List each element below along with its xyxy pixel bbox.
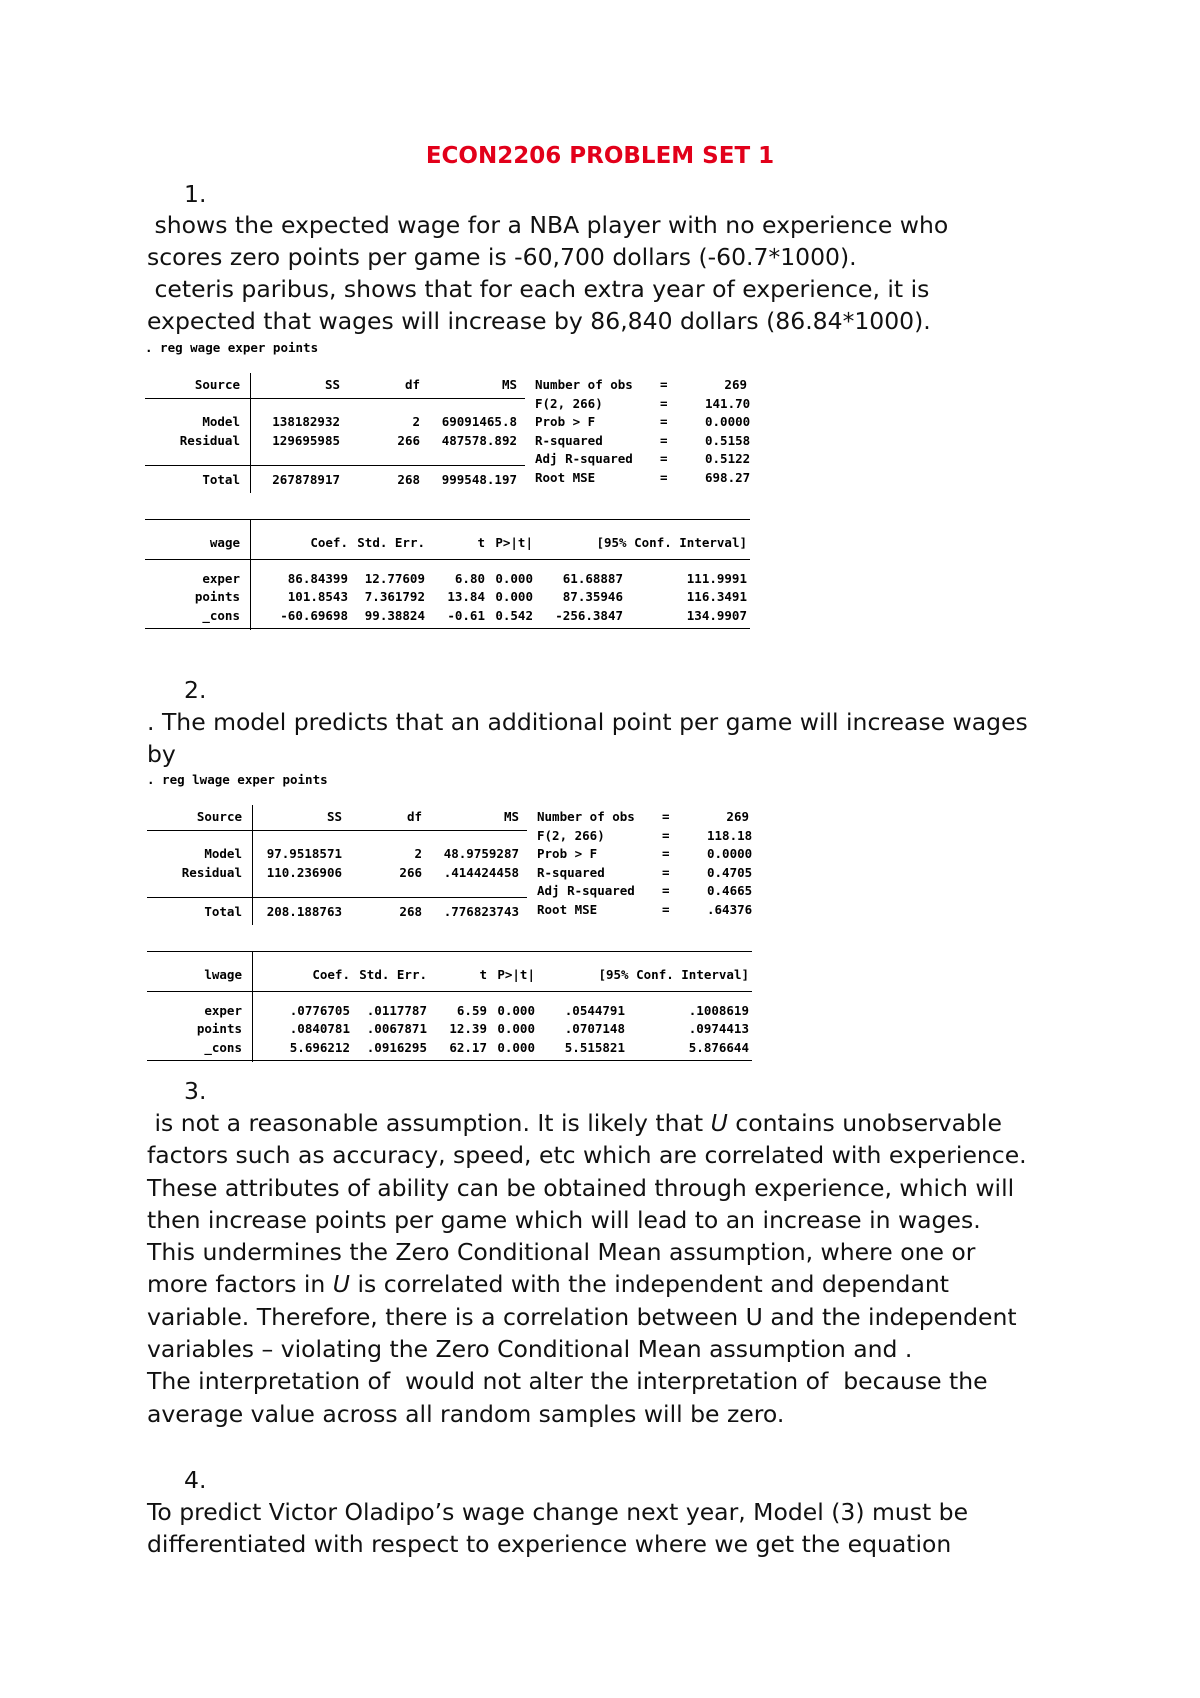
anova-cell: 138182932: [272, 414, 340, 429]
table-rule: [145, 559, 750, 560]
coef-cell: 5.515821: [564, 1039, 625, 1055]
coef-cell: .0840781: [289, 1021, 350, 1037]
table-rule: [145, 398, 525, 399]
table-divider: [252, 951, 253, 1063]
coef-header: [95% Conf. Interval]: [596, 534, 747, 550]
stats-value: 141.70: [705, 395, 751, 411]
anova-cell: Model: [202, 414, 240, 429]
anova-header: df: [404, 377, 420, 392]
stats-equals: =: [662, 883, 670, 899]
anova-cell: 268: [399, 903, 422, 919]
anova-header: SS: [326, 809, 342, 824]
q3-line: average value across all random samples will be zero.: [147, 1399, 785, 1428]
anova-cell: 267878917: [272, 471, 340, 487]
coef-cell: .0916295: [366, 1039, 427, 1055]
coef-cell: 7.361792: [364, 589, 425, 605]
regression-output-1: [145, 340, 755, 630]
coef-cell: 0.542: [495, 607, 533, 623]
stats-value: 0.4665: [707, 883, 753, 899]
stats-equals: =: [660, 395, 668, 411]
coef-cell: 87.35946: [562, 589, 623, 605]
stats-equals: =: [660, 432, 668, 448]
anova-cell: Total: [204, 903, 242, 919]
stats-equals: =: [660, 470, 668, 485]
q3-line: then increase points per game which will lead to an increase in wages.: [147, 1205, 981, 1234]
coef-cell: 0.000: [495, 589, 533, 605]
question-1-number: 1.: [184, 180, 207, 208]
q3-line: more factors in U is correlated with the independent and dependant: [147, 1270, 949, 1299]
stats-label: Number of obs: [535, 377, 633, 392]
anova-cell: 208.188763: [266, 903, 342, 919]
table-rule: [147, 991, 752, 992]
stats-label: Number of obs: [537, 809, 635, 824]
question-4-number: 4.: [184, 1466, 207, 1494]
stats-equals: =: [660, 377, 668, 392]
coef-cell: 0.000: [495, 570, 533, 586]
coef-header: P>|t|: [497, 966, 535, 982]
stats-equals: =: [660, 414, 668, 430]
table-rule: [145, 465, 525, 466]
table-rule: [147, 951, 752, 952]
q3-line: is not a reasonable assumption. It is likely that U contains unobservable: [147, 1109, 1002, 1137]
stats-label: Prob > F: [535, 414, 596, 430]
coef-cell: points: [194, 589, 240, 605]
anova-cell: .414424458: [443, 864, 519, 880]
stats-value: 698.27: [705, 470, 751, 485]
table-rule: [145, 519, 750, 520]
stats-value: 269: [726, 809, 749, 824]
coef-cell: 86.84399: [287, 570, 348, 586]
q3-line: factors such as accuracy, speed, etc which are correlated with experience.: [147, 1141, 1027, 1170]
coef-cell: -256.3847: [555, 607, 623, 623]
anova-cell: .776823743: [443, 903, 519, 919]
coef-cell: 12.39: [449, 1021, 487, 1037]
q3-line: variables – violating the Zero Conditional Mean assumption and .: [147, 1335, 913, 1364]
anova-header: Source: [194, 377, 240, 392]
coef-cell: .0707148: [564, 1021, 625, 1037]
coef-cell: exper: [202, 570, 240, 586]
stats-equals: =: [662, 846, 670, 862]
anova-cell: Residual: [181, 864, 242, 880]
coef-header: Coef.: [312, 966, 350, 982]
coef-cell: 5.696212: [289, 1039, 350, 1055]
coef-cell: .1008619: [688, 1002, 749, 1018]
coef-header: Std. Err.: [357, 534, 425, 550]
coef-cell: 61.68887: [562, 570, 623, 586]
coef-cell: 101.8543: [287, 589, 348, 605]
coef-cell: 116.3491: [686, 589, 747, 605]
table-divider: [250, 373, 251, 493]
coef-cell: -0.61: [447, 607, 485, 623]
coef-header: lwage: [204, 966, 242, 982]
coef-cell: .0974413: [688, 1021, 749, 1037]
stats-label: R-squared: [535, 432, 603, 448]
coef-header: [95% Conf. Interval]: [598, 966, 749, 982]
q1-line: scores zero points per game is -60,700 dollars (-60.7*1000).: [147, 243, 857, 271]
coef-cell: 134.9907: [686, 607, 747, 623]
coef-cell: 5.876644: [688, 1039, 749, 1055]
anova-cell: 48.9759287: [443, 846, 519, 861]
stats-value: 0.5122: [705, 451, 751, 467]
question-3-number: 3.: [184, 1077, 207, 1105]
stats-label: R-squared: [537, 864, 605, 880]
coef-cell: .0117787: [366, 1002, 427, 1018]
coef-cell: 6.80: [454, 570, 485, 586]
coef-cell: 111.9991: [686, 570, 747, 586]
coef-cell: _cons: [204, 1039, 242, 1055]
table-rule: [145, 628, 750, 629]
stats-equals: =: [662, 902, 670, 917]
coef-cell: points: [196, 1021, 242, 1037]
stats-value: 269: [724, 377, 747, 392]
stats-label: Prob > F: [537, 846, 598, 862]
stats-label: Root MSE: [537, 902, 598, 917]
coef-header: Std. Err.: [359, 966, 427, 982]
regression-output-2: [147, 772, 757, 1062]
anova-header: MS: [503, 809, 519, 824]
stats-label: F(2, 266): [535, 395, 603, 411]
coef-header: wage: [209, 534, 240, 550]
anova-cell: 97.9518571: [266, 846, 342, 861]
coef-header: t: [477, 534, 485, 550]
stata-command: . reg wage exper points: [145, 340, 319, 355]
anova-cell: Residual: [179, 432, 240, 448]
anova-header: SS: [324, 377, 340, 392]
anova-cell: 69091465.8: [441, 414, 517, 429]
coef-cell: 6.59: [456, 1002, 487, 1018]
q4-line: To predict Victor Oladipo’s wage change next year, Model (3) must be: [147, 1498, 969, 1526]
q1-line: expected that wages will increase by 86,840 dollars (86.84*1000).: [147, 307, 931, 335]
anova-cell: 487578.892: [441, 432, 517, 448]
question-2-number: 2.: [184, 676, 207, 704]
coef-cell: 0.000: [497, 1039, 535, 1055]
anova-cell: 2: [412, 414, 420, 429]
stats-label: F(2, 266): [537, 827, 605, 843]
anova-cell: Model: [204, 846, 242, 861]
anova-header: df: [406, 809, 422, 824]
document-title: ECON2206 PROBLEM SET 1: [425, 143, 775, 169]
table-rule: [147, 897, 527, 898]
table-rule: [147, 830, 527, 831]
anova-cell: 266: [397, 432, 420, 448]
stats-value: .64376: [707, 902, 753, 917]
stats-equals: =: [662, 827, 670, 843]
coef-cell: .0544791: [564, 1002, 625, 1018]
anova-cell: 999548.197: [441, 471, 517, 487]
table-divider: [252, 805, 253, 925]
stats-value: 118.18: [707, 827, 753, 843]
q1-line: shows the expected wage for a NBA player with no experience who: [147, 211, 949, 239]
q2-line: by: [147, 740, 176, 768]
anova-cell: 129695985: [272, 432, 340, 448]
coef-cell: exper: [204, 1002, 242, 1018]
coef-cell: 0.000: [497, 1021, 535, 1037]
coef-cell: 12.77609: [364, 570, 425, 586]
coef-cell: .0776705: [289, 1002, 350, 1018]
q1-line: ceteris paribus, shows that for each extra year of experience, it is: [147, 275, 930, 303]
stats-equals: =: [660, 451, 668, 467]
anova-cell: 2: [414, 846, 422, 861]
coef-cell: 99.38824: [364, 607, 425, 623]
stats-label: Adj R-squared: [537, 883, 635, 899]
stata-command: . reg lwage exper points: [147, 772, 328, 787]
stats-value: 0.0000: [705, 414, 751, 430]
coef-cell: 62.17: [449, 1039, 487, 1055]
anova-cell: 266: [399, 864, 422, 880]
table-rule: [147, 1060, 752, 1061]
q3-line: This undermines the Zero Conditional Mean assumption, where one or: [147, 1238, 976, 1267]
stats-value: 0.5158: [705, 432, 751, 448]
anova-cell: 110.236906: [266, 864, 342, 880]
stats-label: Adj R-squared: [535, 451, 633, 467]
stats-equals: =: [662, 864, 670, 880]
q3-paragraph: [147, 1107, 1077, 1430]
q2-line: . The model predicts that an additional point per game will increase wages: [147, 708, 1028, 736]
coef-header: t: [479, 966, 487, 982]
anova-cell: Total: [202, 471, 240, 487]
coef-cell: .0067871: [366, 1021, 427, 1037]
coef-header: P>|t|: [495, 534, 533, 550]
q3-line: The interpretation of would not alter the interpretation of because the: [147, 1367, 988, 1396]
stats-equals: =: [662, 809, 670, 824]
stats-value: 0.4705: [707, 864, 753, 880]
table-divider: [250, 519, 251, 631]
anova-header: MS: [501, 377, 517, 392]
q4-line: differentiated with respect to experience where we get the equation: [147, 1530, 952, 1558]
anova-header: Source: [196, 809, 242, 824]
coef-cell: 13.84: [447, 589, 485, 605]
stats-value: 0.0000: [707, 846, 753, 862]
coef-cell: -60.69698: [280, 607, 348, 623]
coef-header: Coef.: [310, 534, 348, 550]
stats-label: Root MSE: [535, 470, 596, 485]
anova-cell: 268: [397, 471, 420, 487]
q3-line: variable. Therefore, there is a correlation between U and the independent: [147, 1302, 1017, 1331]
q3-line: These attributes of ability can be obtained through experience, which will: [147, 1173, 1015, 1202]
coef-cell: 0.000: [497, 1002, 535, 1018]
coef-cell: _cons: [202, 607, 240, 623]
